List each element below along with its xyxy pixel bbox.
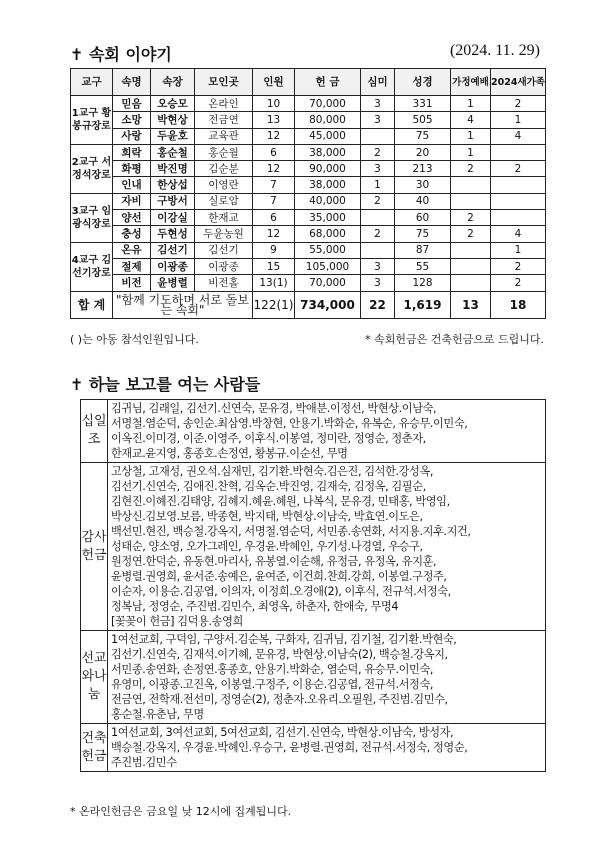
place: 김선기	[195, 242, 253, 258]
visits	[361, 210, 395, 226]
offering: 68,000	[295, 226, 361, 242]
family-worship: 4	[451, 112, 491, 128]
bible: 40	[395, 193, 451, 209]
donor-line: 이순자, 이용순.김공엽, 이의자, 이정희.오경애(2), 이후식, 전규석.서정숙,	[111, 585, 451, 598]
section1-header	[70, 42, 540, 66]
table-row	[71, 258, 546, 274]
people: 13	[253, 112, 295, 128]
total-label: 합 계	[71, 291, 113, 318]
family-worship: 2	[451, 210, 491, 226]
offering: 70,000	[295, 96, 361, 112]
total-offering: 734,000	[295, 291, 361, 318]
newcomers: 2	[491, 96, 546, 112]
place: 김순분	[195, 161, 253, 177]
donor-line: 성태순, 양소영, 오가그레인, 우경윤.박혜인, 우기성.나경열, 우승구,	[111, 540, 423, 553]
table-row	[71, 161, 546, 177]
table-row	[71, 144, 546, 160]
newcomers: 1	[491, 112, 546, 128]
place: 전금연	[195, 112, 253, 128]
table-row	[71, 226, 546, 242]
newcomers	[491, 177, 546, 193]
donor-line: 주진범.김민수	[111, 756, 177, 769]
family-worship	[451, 177, 491, 193]
header-family-worship: 가정예배	[451, 69, 491, 96]
newcomers: 4	[491, 226, 546, 242]
table-row	[71, 96, 546, 112]
leader: 박현상	[151, 112, 195, 128]
leader: 이강실	[151, 210, 195, 226]
offering: 38,000	[295, 144, 361, 160]
family-worship	[451, 193, 491, 209]
offering-category: 감사헌금	[81, 463, 108, 631]
cell-name: 소망	[113, 112, 151, 128]
donor-line: 전금연, 전학재.전선미, 정영순(2), 정춘자.오유리.오필원, 주진범.김민수,	[111, 693, 448, 706]
people: 6	[253, 210, 295, 226]
header-leader: 속장	[151, 69, 195, 96]
donor-line: 서민종.송연화, 손정연.홍종호, 안용기.박화순, 염순덕, 유승무.이민숙,	[111, 663, 434, 676]
place: 실로암	[195, 193, 253, 209]
header-newcomers: 2024새가족	[491, 69, 546, 96]
total-people: 122(1)	[253, 291, 295, 318]
cell-name: 충성	[113, 226, 151, 242]
newcomers	[491, 210, 546, 226]
header-people: 인원	[253, 69, 295, 96]
offering: 90,000	[295, 161, 361, 177]
header-place: 모인곳	[195, 69, 253, 96]
visits: 2	[361, 226, 395, 242]
cell-name: 절제	[113, 258, 151, 274]
family-worship: 1	[451, 128, 491, 144]
offering: 40,000	[295, 193, 361, 209]
offering-section	[81, 724, 546, 772]
bible: 213	[395, 161, 451, 177]
people: 9	[253, 242, 295, 258]
family-worship: 2	[451, 161, 491, 177]
header-district: 교구	[71, 69, 113, 96]
total-bible: 1,619	[395, 291, 451, 318]
family-worship: 1	[451, 144, 491, 160]
report-date: (2024. 11. 29)	[449, 42, 540, 59]
donor-line: 박상신.김보영.보름, 박종현, 박지태, 박현상.이남숙, 박효연.이도은,	[111, 510, 423, 523]
donor-line: 윤병렬.권영희, 윤서준.송예은, 윤여준, 이건희.찬희.강희, 이봉열.구정주,	[111, 570, 447, 583]
leader: 한상섭	[151, 177, 195, 193]
people: 13(1)	[253, 275, 295, 291]
offering-section	[81, 463, 546, 631]
cell-name: 온유	[113, 242, 151, 258]
bible: 505	[395, 112, 451, 128]
family-worship	[451, 242, 491, 258]
family-worship	[451, 275, 491, 291]
section1-title: ✝ 속회 이야기	[70, 45, 172, 64]
donor-line: 고상철, 고재성, 권오석.심재민, 김기환.박현숙.김은진, 김석한.강성옥,	[111, 465, 434, 478]
donor-line: 이옥진.이미경, 이준.이영주, 이후식.이봉열, 정미란, 정영순, 정춘자,	[111, 432, 426, 445]
leader: 김선기	[151, 242, 195, 258]
visits	[361, 242, 395, 258]
donor-list	[108, 724, 546, 772]
district-cell: 2교구 서정석장로	[71, 144, 113, 193]
visits: 1	[361, 177, 395, 193]
table-row	[71, 193, 546, 209]
family-worship: 2	[451, 226, 491, 242]
visits: 2	[361, 144, 395, 160]
newcomers	[491, 193, 546, 209]
footer-note: * 온라인헌금은 금요일 낮 12시에 집계됩니다.	[70, 805, 292, 818]
total-worship: 13	[451, 291, 491, 318]
cell-name: 비전	[113, 275, 151, 291]
visits	[361, 128, 395, 144]
offering-note: * 속회헌금은 건축헌금으로 드립니다.	[365, 333, 544, 346]
place: 홍순월	[195, 144, 253, 160]
leader: 박진명	[151, 161, 195, 177]
donor-line: 백승철.강옥지, 우경윤.박혜인.우승구, 윤병렬.권영희, 전규석.서정숙, 정영순,	[111, 741, 468, 754]
cell-name: 믿음	[113, 96, 151, 112]
offering: 45,000	[295, 128, 361, 144]
header-bible: 성경	[395, 69, 451, 96]
bible: 75	[395, 128, 451, 144]
newcomers: 2	[491, 275, 546, 291]
people: 6	[253, 144, 295, 160]
bible: 60	[395, 210, 451, 226]
place: 비전홀	[195, 275, 253, 291]
offering: 80,000	[295, 112, 361, 128]
newcomers: 2	[491, 258, 546, 274]
motto: "함께 기도하며 서로 돌보는 속회"	[113, 291, 253, 318]
bible: 55	[395, 258, 451, 274]
offering-category: 십일조	[81, 400, 108, 463]
people: 10	[253, 96, 295, 112]
newcomers: 2	[491, 161, 546, 177]
visits: 3	[361, 161, 395, 177]
people: 12	[253, 226, 295, 242]
bible: 128	[395, 275, 451, 291]
total-visits: 22	[361, 291, 395, 318]
leader: 홍순철	[151, 144, 195, 160]
header-offering: 헌 금	[295, 69, 361, 96]
cell-name: 사랑	[113, 128, 151, 144]
newcomers	[491, 144, 546, 160]
place: 한재교	[195, 210, 253, 226]
leader: 윤병렬	[151, 275, 195, 291]
cell-name: 화평	[113, 161, 151, 177]
visits: 2	[361, 193, 395, 209]
cell-name: 자비	[113, 193, 151, 209]
table-row	[71, 275, 546, 291]
place: 교육관	[195, 128, 253, 144]
donor-list	[108, 400, 546, 463]
offering-category: 건축헌금	[81, 724, 108, 772]
leader: 이광종	[151, 258, 195, 274]
family-worship: 1	[451, 96, 491, 112]
visits: 3	[361, 275, 395, 291]
offering: 105,000	[295, 258, 361, 274]
place: 온라인	[195, 96, 253, 112]
donor-line: 유영미, 이광종.고진옥, 이봉열.구정주, 이용순.김공엽, 전규석.서정숙,	[111, 678, 434, 691]
cell-name: 인내	[113, 177, 151, 193]
donor-list	[108, 631, 546, 724]
visits: 3	[361, 258, 395, 274]
visits: 3	[361, 96, 395, 112]
cell-name: 희락	[113, 144, 151, 160]
table-row	[71, 128, 546, 144]
cell-group-table	[70, 68, 546, 319]
header-cell-name: 속명	[113, 69, 151, 96]
visits: 3	[361, 112, 395, 128]
offering: 55,000	[295, 242, 361, 258]
people: 12	[253, 161, 295, 177]
people: 12	[253, 128, 295, 144]
bible: 331	[395, 96, 451, 112]
donor-line: 김선기.신연숙, 김재석.이기혜, 문유경, 박현상.이남숙(2), 백승철.강옥지,	[111, 648, 448, 661]
district-cell: 3교구 임광식장로	[71, 193, 113, 242]
place: 두윤농원	[195, 226, 253, 242]
people: 7	[253, 177, 295, 193]
offering-section	[81, 631, 546, 724]
people: 7	[253, 193, 295, 209]
bible: 87	[395, 242, 451, 258]
donor-line: 김현진.이혜진.김태양, 김혜지.혜윤.혜원, 나복식, 문유경, 민태홍, 박영임,	[111, 495, 450, 508]
leader: 오승모	[151, 96, 195, 112]
leader: 두현성	[151, 226, 195, 242]
child-count-note: ( )는 아동 참석인원입니다.	[70, 333, 199, 346]
cell-name: 양선	[113, 210, 151, 226]
district-cell: 4교구 김선기장로	[71, 242, 113, 291]
donor-line: 1여선교회, 3여선교회, 5여선교회, 김선기.신연숙, 박현상.이남숙, 방성자,	[111, 726, 454, 739]
family-worship	[451, 258, 491, 274]
offering: 70,000	[295, 275, 361, 291]
table-row	[71, 112, 546, 128]
place: 이영란	[195, 177, 253, 193]
donor-list	[108, 463, 546, 631]
newcomers: 1	[491, 242, 546, 258]
district-cell: 1교구 황봉규장로	[71, 96, 113, 145]
total-newcomers: 18	[491, 291, 546, 318]
donor-line: 정복남, 정영순, 주진범.김민수, 최영옥, 하춘자, 한애숙, 무명4	[111, 600, 399, 613]
section2-title: ✝ 하늘 보고를 여는 사람들	[70, 375, 261, 394]
donor-line: 한재교.윤지영, 홍종호.손정연, 황봉규.이순선, 무명	[111, 447, 348, 460]
people: 15	[253, 258, 295, 274]
offering-section	[81, 400, 546, 463]
leader: 두윤호	[151, 128, 195, 144]
table-row	[71, 210, 546, 226]
donor-line: 원정연.한덕순, 유동현.마리사, 유봉열.이순해, 유정금, 유정옥, 유지훈,	[111, 555, 437, 568]
donor-line: 서명철.염순덕, 송인순.최삼영.박창현, 안용기.박화순, 유복순, 유승무.이민숙,	[111, 417, 468, 430]
donor-line: 홍순철.유춘남, 무명	[111, 708, 204, 721]
place: 이광종	[195, 258, 253, 274]
header-visits: 심미	[361, 69, 395, 96]
donor-line: 백선민.현진, 백승철.강옥지, 서명철.염순덕, 서민종.송연화, 서지용.지후.지건,	[111, 525, 471, 538]
bible: 30	[395, 177, 451, 193]
bible: 20	[395, 144, 451, 160]
table-row	[71, 177, 546, 193]
donor-line: 김귀님, 김래일, 김선기.신연숙, 문유경, 박애분.이정선, 박현상.이남숙,	[111, 402, 437, 415]
table-header-row	[71, 69, 546, 96]
offering-table	[80, 399, 546, 772]
donor-line: [꽃꽂이 헌금] 김덕용.송영희	[111, 615, 243, 628]
total-row	[71, 291, 546, 318]
leader: 구방서	[151, 193, 195, 209]
table-row	[71, 242, 546, 258]
donor-line: 1여선교회, 구덕임, 구양서.김순복, 구화자, 김귀님, 김기철, 김기환.박현숙,	[111, 633, 457, 646]
offering: 35,000	[295, 210, 361, 226]
donor-line: 김선기.신연숙, 김애진.찬혁, 김옥순.박진영, 김재숙, 김정옥, 김필순,	[111, 480, 426, 493]
bible: 75	[395, 226, 451, 242]
offering-category: 선교와나눔	[81, 631, 108, 724]
newcomers: 4	[491, 128, 546, 144]
offering: 38,000	[295, 177, 361, 193]
